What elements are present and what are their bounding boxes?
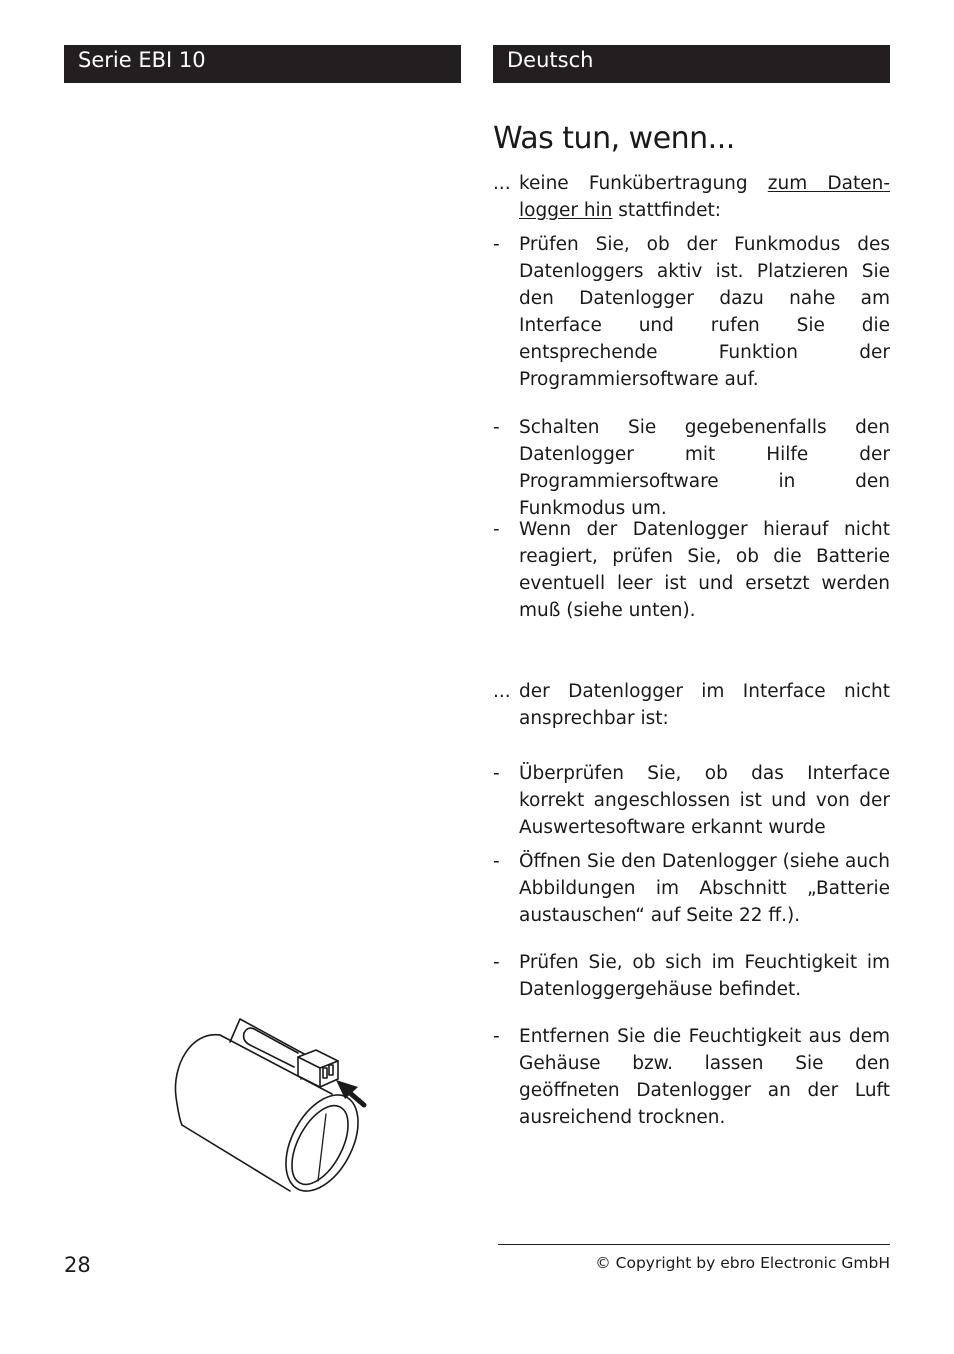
clip-inner-slot-lower [244,1033,294,1067]
dash-mark: - [493,519,500,540]
list-item [493,414,890,522]
connector-contact [329,1065,333,1075]
list-item [493,231,890,393]
list-item-text: Öffnen Sie den Datenlogger (siehe auch Abbildungen im Abschnitt „Batterie austauschen“ auf Seite 22 ff.). [519,851,890,926]
list-item-text: Überprüfen Sie, ob das Interface korrekt angeschlossen ist und von der Auswertesoftware erkannt wurde [519,763,890,838]
list-item [493,848,890,929]
list-item [493,1023,890,1131]
clip-inner-slot [244,1028,298,1053]
list-item-text: Prüfen Sie, ob der Funkmodus des Datenloggers aktiv ist. Platzieren Sie den Datenlogger dazu nahe am Interface und rufen Sie die entsprechende Funktion der Programmiersoftware auf. [519,234,890,390]
ellipsis-mark: ... [493,681,511,702]
header-left-bar [64,45,461,83]
datalogger-illustration [160,1005,380,1200]
dash-mark: - [493,763,500,784]
section1-intro-text-a: keine Funkübertragung [519,173,768,194]
list-item-text: Entfernen Sie die Feuchtigkeit aus dem Gehäuse bzw. lassen Sie den geöffneten Datenlogger an der Luft ausreichend trocknen. [519,1026,890,1128]
section2-intro [493,678,890,732]
connector-contact [323,1068,327,1078]
cylinder-back-end [175,1035,220,1125]
clip-outline [230,1019,306,1079]
section1-intro-text-b: stattfindet: [612,200,722,221]
footer-rule [498,1244,890,1245]
language-title: Deutsch [507,48,594,72]
series-title: Serie EBI 10 [78,48,206,72]
list-item [493,760,890,841]
dash-mark: - [493,952,500,973]
header-right-bar [493,45,890,83]
list-item [493,516,890,624]
list-item-text: Prüfen Sie, ob sich im Feuchtigkeit im Datenloggergehäuse befindet. [519,952,890,1000]
copyright-notice: © Copyright by ebro Electronic GmbH [595,1254,890,1272]
section1-intro [493,170,890,224]
ellipsis-mark: ... [493,173,511,194]
dash-mark: - [493,851,500,872]
section2-intro-text: der Datenlogger im Interface nicht ansprechbar ist: [519,681,890,729]
section1-intro-underlined: zum Datenlogger hin [519,173,891,221]
list-item [493,949,890,1003]
dash-mark: - [493,234,500,255]
cylinder-bottom-line [182,1125,290,1191]
dash-mark: - [493,1026,500,1047]
page-title: Was tun, wenn... [493,121,735,156]
list-item-text: Wenn der Datenlogger hierauf nicht reagiert, prüfen Sie, ob die Batterie eventuell leer ist und ersetzt werden muß (siehe unten). [519,519,890,621]
page-number: 28 [64,1253,91,1277]
list-item-text: Schalten Sie gegebenenfalls den Datenlogger mit Hilfe der Programmiersoftware in den Funkmodus um. [519,417,890,519]
dash-mark: - [493,417,500,438]
